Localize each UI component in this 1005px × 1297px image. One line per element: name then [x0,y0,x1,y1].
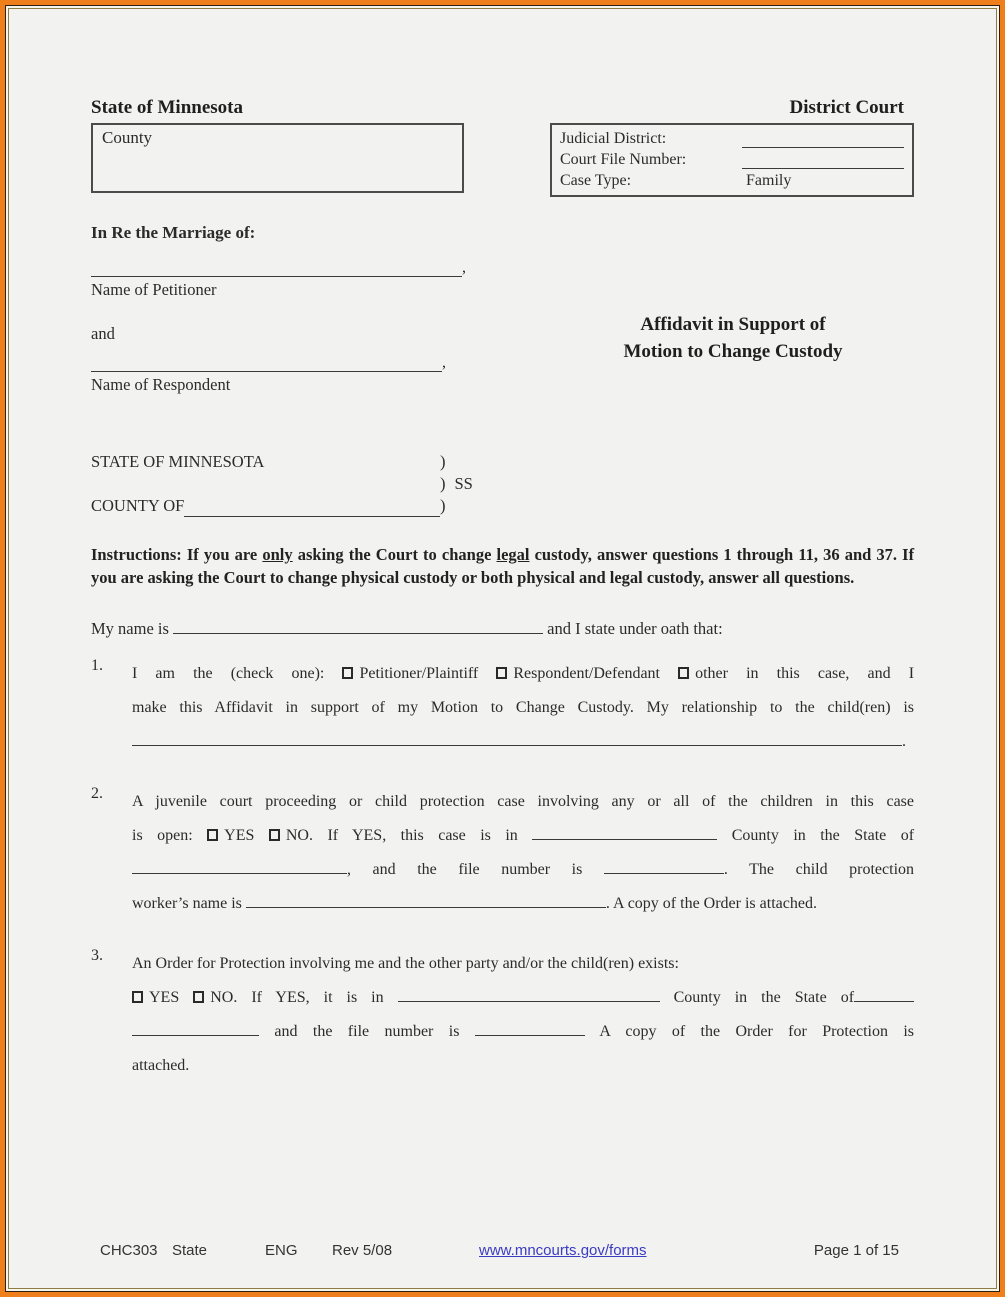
judicial-district-label: Judicial District: [560,130,667,147]
court-file-row [560,148,904,169]
item-2-line-4: worker’s name is . A copy of the Order is attached. [132,895,817,912]
document-title-line1: Affidavit in Support of [640,314,826,335]
footer-language: ENG [265,1242,298,1259]
item-3-line-2: YES NO. If YES, it is in County in the State of [132,981,914,1015]
underlined-legal: legal [496,545,530,564]
court-header [91,97,914,119]
oath-suffix: and I state under oath that: [547,619,723,638]
item-2-line-2: is open: YES NO. If YES, this case is in County in the State of [132,827,915,844]
page-footer [100,1242,905,1262]
venue-state-row [91,451,914,473]
judicial-district-input[interactable] [742,130,904,148]
item-3-line-1: An Order for Protection involving me and the other party and/or the child(ren) exists: [132,955,679,972]
juvenile-state-input[interactable] [132,859,347,874]
item-2-line-3: , and the file number is . The child protection [132,853,914,887]
underlined-only: only [262,545,293,564]
item-1-line-2: make this Affidavit in support of my Motion to Change Custody. My relationship to the child(ren) is [132,699,914,716]
paren: ) [440,496,446,515]
oath-prefix: My name is [91,619,169,638]
other-checkbox[interactable] [678,667,689,679]
ss-label: SS [454,474,473,493]
county-of-label: COUNTY OF [91,496,185,515]
comma: , [442,354,446,371]
ofp-yes-checkbox[interactable] [132,991,143,1003]
header-boxes [91,123,914,197]
court-file-number-input[interactable] [742,151,904,169]
ofp-county-input[interactable] [398,987,660,1002]
case-type-label: Case Type: [560,172,632,189]
ofp-state-input-1[interactable] [854,987,914,1002]
court-info-box [550,123,914,197]
item-3-line-3: and the file number is A copy of the Order for Protection is [132,1015,914,1049]
county-of-input[interactable] [184,499,440,517]
mncourts-link[interactable]: www.mncourts.gov/forms [479,1242,647,1259]
footer-revision: Rev 5/08 [332,1242,393,1259]
juvenile-file-number-input[interactable] [604,859,724,874]
county-box[interactable] [91,123,464,193]
ofp-no-checkbox[interactable] [193,991,204,1003]
venue-county-row [91,495,914,517]
border-gap [6,6,999,1291]
judicial-district-row [560,127,904,148]
case-type-row [560,169,904,190]
oath-line [91,619,914,639]
petitioner-checkbox[interactable] [342,667,353,679]
ofp-file-number-input[interactable] [475,1021,585,1036]
in-re-heading: In Re the Marriage of: [91,223,256,242]
venue-block [91,451,914,517]
item-2-number: 2. [91,785,103,802]
item-2 [91,785,914,921]
and-text: and [91,324,115,343]
paren: ) [440,452,446,471]
item-1-line-1: I am the (check one): Petitioner/Plaintiff Respondent/Defendant other in this case, and I [132,665,915,682]
venue-state-caps: STATE OF MINNESOTA [91,452,265,471]
petitioner-label: Name of Petitioner [91,280,217,299]
petitioner-name-input[interactable] [91,262,462,277]
comma: , [462,259,466,276]
worker-name-input[interactable] [246,893,606,908]
item-1-number: 1. [91,657,103,674]
form-page [9,9,996,1288]
state-title: State of Minnesota [91,97,243,118]
document-title-line2: Motion to Change Custody [623,341,843,362]
item-1-line-3: . [132,725,914,759]
ofp-state-input-2[interactable] [132,1021,259,1036]
item-3 [91,947,914,1083]
venue-ss-row [91,473,914,495]
inner-dark-border [5,5,1000,1292]
relationship-input[interactable] [132,731,902,746]
footer-state: State [172,1242,208,1259]
paren: ) [440,474,446,493]
form-number: CHC303 [100,1242,158,1259]
respondent-name-input[interactable] [91,357,442,372]
county-label: County [102,128,153,147]
page-number: Page 1 of 15 [813,1242,899,1259]
item-2-line-1: A juvenile court proceeding or child protection case involving any or all of the children in this case [132,793,914,810]
document-title [552,311,914,365]
item-3-number: 3. [91,947,103,964]
juvenile-no-checkbox[interactable] [269,829,280,841]
respondent-label: Name of Respondent [91,375,231,394]
juvenile-county-input[interactable] [532,825,717,840]
petitioner-name-line [91,259,914,277]
court-file-label: Court File Number: [560,151,687,168]
case-caption [91,223,914,395]
respondent-checkbox[interactable] [496,667,507,679]
instructions-paragraph: Instructions: If you are only asking the Court to change legal custody, answer questions 1 through 11, 36 and 37. If you are asking the Court to change physical custody or both physical and legal custody, answer all questions. [91,545,915,587]
my-name-input[interactable] [173,619,543,634]
item-3-line-4: attached. [132,1057,190,1074]
case-type-value: Family [746,172,792,189]
district-court-title: District Court [789,97,904,118]
inner-olive-border [8,8,997,1289]
instructions-label: Instructions: [91,545,182,564]
juvenile-yes-checkbox[interactable] [207,829,218,841]
item-1 [91,657,914,759]
